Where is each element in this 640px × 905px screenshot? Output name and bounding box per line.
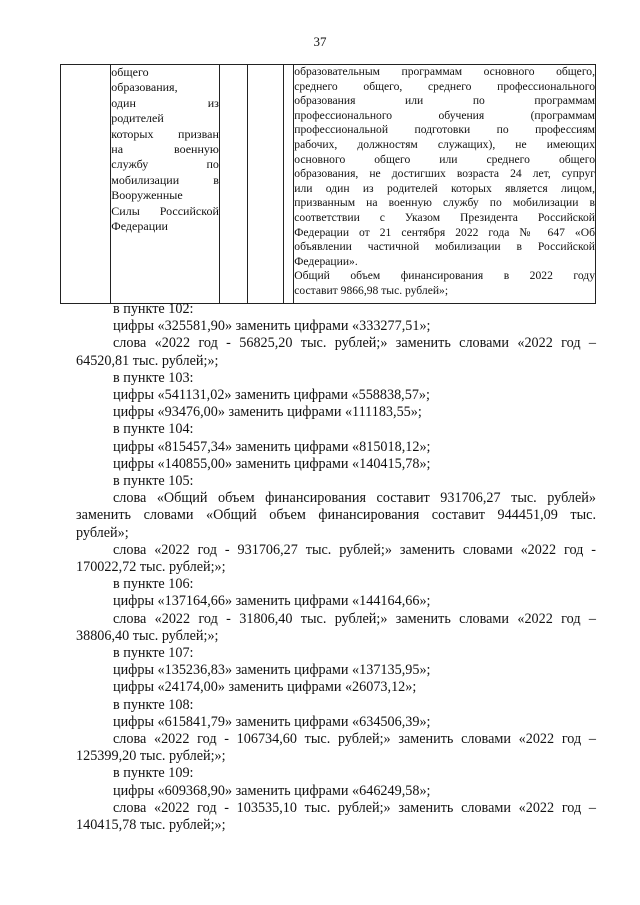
amendments-text (76, 301, 596, 834)
table-cell-empty (248, 65, 284, 304)
table-cell-description (294, 65, 596, 304)
category-line: общего (111, 65, 149, 79)
description-line: Федерации». (294, 254, 358, 268)
amendment-line: цифры «24174,00» заменить цифрами «26073,12»; (113, 679, 417, 696)
description-line: соответствии с Указом Президента Российской (294, 210, 595, 224)
page-number: 37 (313, 34, 327, 49)
description-line: объявлении частичной мобилизации в Российской (294, 240, 595, 254)
amendment-line: цифры «325581,90» заменить цифрами «333277,51»; (113, 318, 431, 335)
amendment-line: цифры «140855,00» заменить цифрами «140415,78»; (113, 455, 431, 472)
amendment-line: 64520,81 тыс. рублей;»; (76, 352, 219, 369)
amendment-line: цифры «137164,66» заменить цифрами «144164,66»; (113, 593, 431, 610)
description-line: среднего общего, среднего профессионального (294, 79, 595, 93)
amendment-line: слова «2022 год - 931706,27 тыс. рублей;» заменить словами «2022 год - (113, 541, 596, 558)
table-cell-category (111, 65, 220, 304)
amendment-line: цифры «541131,02» заменить цифрами «558838,57»; (113, 387, 430, 404)
table-row (61, 65, 596, 304)
category-line: Вооруженные (111, 188, 183, 203)
category-line: Силы Российской (111, 203, 219, 218)
category-line: Федерации (111, 219, 168, 234)
amendment-line: рублей»; (76, 524, 129, 541)
table-cell-number (61, 65, 111, 304)
description-line: образования, не достигших возраста 24 лет, супруг (294, 167, 595, 181)
description-line: Федерации от 21 сентября 2022 года № 647 «Об (294, 225, 595, 239)
amendment-line: 170022,72 тыс. рублей;»; (76, 559, 226, 576)
table-cell-empty (219, 65, 247, 304)
amendment-line: в пункте 103: (113, 369, 194, 386)
amendment-line: в пункте 106: (113, 576, 194, 593)
amendment-line: слова «2022 год - 106734,60 тыс. рублей;» заменить словами «2022 год – (113, 731, 596, 748)
description-line: или один из родителей которых является лицом, (294, 181, 595, 195)
amendment-line: в пункте 105: (113, 473, 194, 490)
category-line: образования, (111, 80, 178, 95)
description-line: профессионального обучения (программам (294, 108, 595, 122)
amendment-line: цифры «815457,34» заменить цифрами «815018,12»; (113, 438, 431, 455)
description-line: составит 9866,98 тыс. рублей»; (294, 283, 449, 297)
amendment-line: в пункте 109: (113, 765, 194, 782)
category-line: один из (111, 95, 219, 110)
amendment-line: слова «2022 год - 103535,10 тыс. рублей;» заменить словами «2022 год – (113, 799, 596, 816)
category-line: родителей (111, 111, 164, 126)
description-line: образовательным программам основного общего, (294, 65, 595, 78)
description-line: рабочих, должностям служащих), не имеющих (294, 137, 595, 151)
category-line: на военную (111, 142, 219, 157)
description-line: профессиональной подготовки по профессиям (294, 123, 595, 137)
description-line: призванным на военную службу по мобилизации в (294, 196, 595, 210)
amendment-line: цифры «93476,00» заменить цифрами «111183,55»; (113, 404, 422, 421)
category-line: которых призван (111, 126, 219, 141)
category-line: службу по (111, 157, 219, 172)
amendment-line: 140415,78 тыс. рублей;»; (76, 817, 226, 834)
amendment-line: в пункте 102: (113, 301, 194, 317)
amendment-line: цифры «615841,79» заменить цифрами «634506,39»; (113, 713, 431, 730)
description-line: Общий объем финансирования в 2022 году (294, 269, 595, 283)
amendment-line: заменить словами «Общий объем финансирования составит 944451,09 тыс. (76, 507, 596, 524)
description-line: основного общего или среднего общего (294, 152, 595, 166)
amendment-line: в пункте 108: (113, 696, 194, 713)
amendment-line: цифры «609368,90» заменить цифрами «646249,58»; (113, 782, 431, 799)
table-cell-empty (284, 65, 294, 304)
amendment-line: слова «2022 год - 31806,40 тыс. рублей;» заменить словами «2022 год – (113, 610, 596, 627)
amendment-line: в пункте 107: (113, 645, 194, 662)
program-table (60, 64, 596, 304)
amendment-line: слова «Общий объем финансирования составит 931706,27 тыс. рублей» (113, 490, 596, 507)
category-line: мобилизации в (111, 172, 219, 187)
amendment-line: 38806,40 тыс. рублей;»; (76, 627, 219, 644)
amendment-line: 125399,20 тыс. рублей;»; (76, 748, 226, 765)
amendment-line: слова «2022 год - 56825,20 тыс. рублей;» заменить словами «2022 год – (113, 335, 596, 352)
amendment-line: в пункте 104: (113, 421, 194, 438)
description-line: образования или по программам (294, 94, 595, 108)
amendment-line: цифры «135236,83» заменить цифрами «137135,95»; (113, 662, 431, 679)
